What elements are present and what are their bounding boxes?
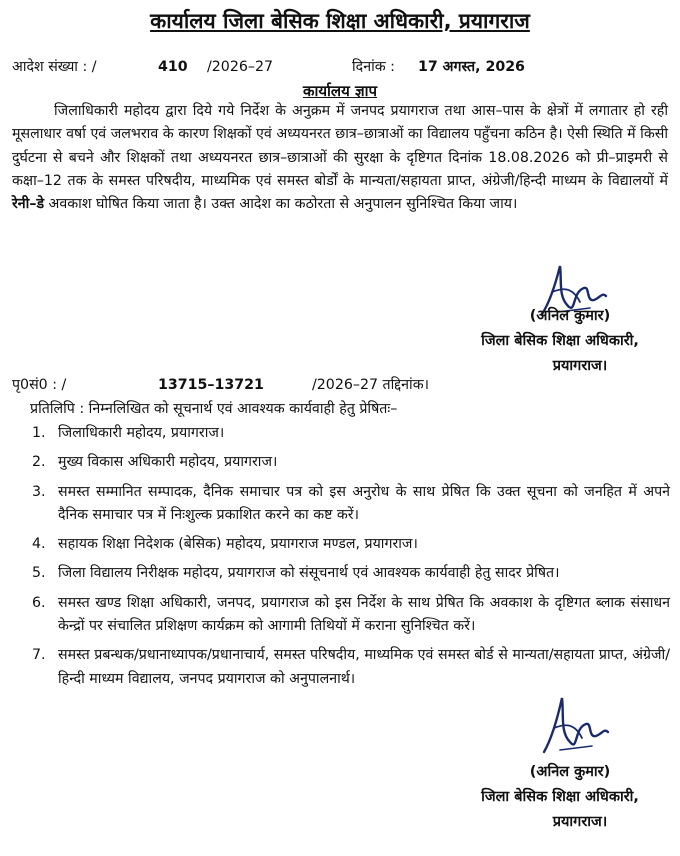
recipient-item: [10, 533, 670, 556]
order-number-label: आदेश संख्या : /: [12, 59, 97, 75]
recipient-number: 5.: [32, 565, 46, 582]
office-title: कार्यालय जिला बेसिक शिक्षा अधिकारी, प्रयागराज: [150, 9, 530, 33]
recipient-item: [10, 562, 670, 585]
endorsement-reference-line: [0, 374, 680, 396]
memo-subtitle: कार्यालय ज्ञाप: [302, 82, 378, 100]
endorsement-ref-label: पृ0सं0 : /: [12, 377, 67, 393]
recipient-item: [10, 422, 670, 445]
recipient-text: समस्त सम्मानित सम्पादक, दैनिक समाचार पत्र को इस अनुरोध के साथ प्रेषित कि उक्त सूचना को जनहित में अपने दैनिक समाचार पत्र में निःशुल्क प्रकाशित करने का कष्ट करें।: [58, 483, 670, 523]
recipient-item: [10, 644, 670, 691]
recipient-item: [10, 451, 670, 474]
rainy-day-emphasis: रेनी–डे: [12, 196, 45, 213]
signatory-designation: जिला बेसिक शिक्षा अधिकारी,: [481, 333, 639, 349]
recipient-text: समस्त प्रबन्धक/प्रधानाध्यापक/प्रधानाचार्य, समस्त परिषदीय, माध्यमिक एवं समस्त बोर्ड से मान्यता/सहायता प्राप्त, अंग्रेजी/हिन्दी माध्यम विद्यालय, जनपद प्रयागराज को अनुपालनार्थ।: [58, 647, 670, 687]
recipient-text: मुख्य विकास अधिकारी महोदय, प्रयागराज।: [58, 454, 278, 471]
order-line: [0, 56, 680, 80]
recipient-item: [10, 592, 670, 639]
signatory-designation-2: जिला बेसिक शिक्षा अधिकारी,: [481, 789, 639, 805]
endorsement-ref-number: 13715–13721: [158, 377, 264, 393]
memo-body: [12, 100, 668, 216]
order-number: 410: [158, 59, 188, 75]
recipient-number: 1.: [32, 425, 46, 441]
signatory-name-2: (अनिल कुमार): [529, 764, 611, 780]
officer-signature-2: [532, 694, 612, 760]
recipient-number: 4.: [32, 536, 46, 553]
order-year: /2026–27: [207, 59, 274, 75]
signatory-block-1: [450, 304, 670, 379]
recipient-text: जिलाधिकारी महोदय, प्रयागराज।: [58, 425, 225, 441]
recipient-item: [10, 481, 670, 528]
memo-body-text-1: जिलाधिकारी महोदय द्वारा दिये गये निर्देश के अनुक्रम में जनपद प्रयागराज तथा आस–पास के क्षेत्रों में लगातार हो रही मूसलाधार वर्षा एवं जलभराव के कारण शिक्षकों एवं अध्ययनरत छात्र–छात्राओं का विद्यालय पहुँचना कठिन है। ऐसी स्थिति में किसी दुर्घटना से बचने और शिक्षकों तथा अध्ययनरत छात्र–छात्राओं की सुरक्षा के दृष्टिगत दिनांक 18.08.2026 को प्री–प्राइमरी से कक्षा–12 तक के समस्त परिषदीय, माध्यमिक एवं समस्त बोर्डों के मान्यता/सहायता प्राप्त, अंग्रेजी/हिन्दी माध्यम के विद्यालयों में: [12, 103, 668, 189]
recipient-text: जिला विद्यालय निरीक्षक महोदय, प्रयागराज को संसूचनार्थ एवं आवश्यक कार्यवाही हेतु सादर प्रेषित।: [58, 565, 560, 582]
recipient-number: 2.: [32, 454, 46, 471]
recipient-list: [10, 422, 670, 697]
date-label: दिनांक :: [352, 59, 395, 75]
recipient-number: 3.: [32, 483, 46, 500]
endorsement-ref-year: /2026–27 तद्दिनांक।: [312, 377, 429, 393]
recipient-number: 6.: [32, 594, 46, 611]
signatory-name: (अनिल कुमार): [529, 308, 611, 324]
copy-to-intro: प्रतिलिपि : निम्नलिखित को सूचनार्थ एवं आवश्यक कार्यवाही हेतु प्रेषितः–: [30, 401, 398, 417]
signatory-place-2: प्रयागराज।: [552, 814, 608, 830]
recipient-text: सहायक शिक्षा निदेशक (बेसिक) महोदय, प्रयागराज मण्डल, प्रयागराज।: [58, 536, 418, 553]
signatory-place: प्रयागराज।: [552, 358, 608, 374]
signatory-block-2: [450, 760, 670, 835]
order-date: 17 अगस्त, 2026: [418, 59, 525, 75]
recipient-text: समस्त खण्ड शिक्षा अधिकारी, जनपद, प्रयागराज को इस निर्देश के साथ प्रेषित कि अवकाश के दृष्टिगत ब्लाक संसाधन केन्द्रों पर संचालित प्रशिक्षण कार्यक्रम को आगामी तिथियों में कराना सुनिश्चित करें।: [58, 594, 670, 635]
recipient-number: 7.: [32, 647, 46, 664]
memo-body-text-2: अवकाश घोषित किया जाता है। उक्त आदेश का कठोरता से अनुपालन सुनिश्चित किया जाय।: [44, 196, 518, 213]
